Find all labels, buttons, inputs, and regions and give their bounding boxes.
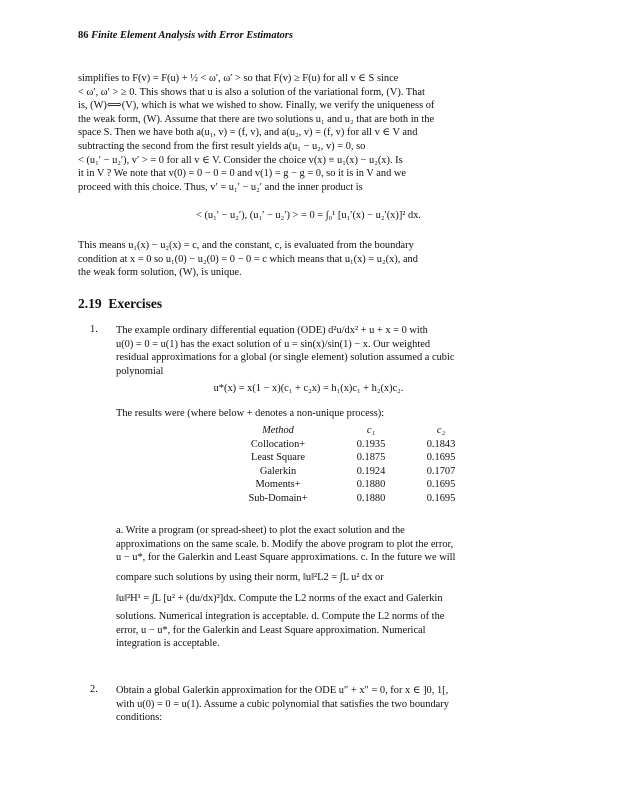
text-line: simplifies to F(v) = F(u) + ½ < ω′, ω′ > so that F(v) ≥ F(u) for all v ∈ S since <box>78 73 399 84</box>
table-cell: Sub-Domain+ <box>248 492 308 504</box>
text-line: ‖u‖²H¹ = ∫L [u² + (du/dx)²]dx. Compute the L2 norms of the exact and Galerkin <box>116 593 443 605</box>
text-line: the weak form, (W). Assume that there are two solutions u₁ and u₂ that are both in the <box>78 113 435 125</box>
table-cell: Galerkin <box>259 465 297 477</box>
text-line: condition at x = 0 so u₁(0) − u₂(0) = 0 − 0 = c which means that u₁(x) = u₂(x), and <box>78 253 418 265</box>
results-intro: The results were (where below + denotes a non-unique process): <box>116 408 385 419</box>
exercise-1-text <box>116 324 539 378</box>
text-line: < ω′, ω′ > ≥ 0. This shows that u is also a solution of the variational form, (V). That <box>78 86 425 98</box>
table-cell: 0.1880 <box>356 492 386 504</box>
inner-product-equation: < (u₁′ − u₂′), (u₁′ − u₂′) > = 0 = ∫₀¹ [u₁′(x) − u₂′(x)]² dx. <box>195 210 421 221</box>
table-row <box>220 465 476 479</box>
text-line: approximations on the same scale. b. Modify the above program to plot the error, <box>116 538 454 550</box>
uniqueness-paragraph <box>78 239 539 280</box>
table-cell: 0.1695 <box>426 492 456 504</box>
text-line: polynomial <box>116 365 164 377</box>
running-header <box>78 30 293 41</box>
exercise-1-tasks <box>116 524 539 651</box>
table-cell: Moments+ <box>255 479 301 491</box>
top-paragraph <box>78 72 539 194</box>
text-line: space S. Then we have both a(u₁, v) = (f, v), and a(u₂, v) = (f, v) for all v ∈ V and <box>78 127 418 139</box>
text-line: a. Write a program (or spread-sheet) to plot the exact solution and the <box>116 525 405 536</box>
exercise-number: 1. <box>90 324 98 335</box>
exercise-2-text <box>116 684 539 725</box>
text-line: subtracting the second from the first result yields a(u₁ − u₂, v) = 0, so <box>78 140 366 152</box>
table-cell: 0.1843 <box>426 438 456 450</box>
text-line: residual approximations for a global (or single element) solution assumed a cubic <box>116 352 455 364</box>
table-row <box>220 438 476 452</box>
text-line: is, (W)⟺(V), which is what we wished to show. Finally, we verify the uniqueness of <box>78 100 435 112</box>
text-line: proceed with this choice. Thus, v′ = u₁′ − u₂′ and the inner product is <box>78 181 363 193</box>
text-line: with u(0) = 0 = u(1). Assume a cubic polynomial that satisfies the two boundary <box>116 698 449 710</box>
section-title: Exercises <box>108 296 163 311</box>
table-cell: Least Square <box>251 452 305 464</box>
table-cell: 0.1924 <box>356 465 386 477</box>
text-line: u − u*, for the Galerkin and Least Square approximations. c. In the future we will <box>116 552 456 564</box>
table-cell: 0.1707 <box>426 465 456 477</box>
table-cell: Collocation+ <box>250 438 306 450</box>
running-title: Finite Element Analysis with Error Estimators <box>91 30 293 41</box>
table-row <box>220 451 476 465</box>
page-number: 86 <box>78 30 89 41</box>
table-cell: 0.1935 <box>356 438 386 450</box>
text-line: < (u₁′ − u₂′), v′ > = 0 for all v ∈ V. Consider the choice v(x) ≡ u₁(x) − u₂(x). Is <box>78 154 403 166</box>
table-cell: 0.1880 <box>356 479 386 491</box>
text-line: error, u − u*, for the Galerkin and Least Square approximation. Numerical <box>116 624 426 636</box>
text-line: Obtain a global Galerkin approximation for the ODE u″ + x″ = 0, for x ∈ ]0, 1[, <box>116 685 449 696</box>
exercise-number: 2. <box>90 684 98 695</box>
table-row <box>220 492 476 506</box>
table-cell: 0.1695 <box>426 479 456 491</box>
text-line: solutions. Numerical integration is acceptable. d. Compute the L2 norms of the <box>116 610 445 622</box>
table-header-row <box>220 424 476 438</box>
text-line: u(0) = 0 = u(1) has the exact solution of u = sin(x)/sin(1) − x. Our weighted <box>116 338 431 350</box>
table-cell: 0.1875 <box>356 452 386 464</box>
text-line: The example ordinary differential equation (ODE) d²u/dx² + u + x = 0 with <box>116 325 428 336</box>
table-cell: 0.1695 <box>426 452 456 464</box>
table-header: c₁ <box>366 425 376 436</box>
text-line: the weak form solution, (W), is unique. <box>78 267 242 279</box>
text-line: This means u₁(x) − u₂(x) = c, and the constant, c, is evaluated from the boundary <box>78 240 414 251</box>
table-header: Method <box>262 425 294 436</box>
text-line: conditions: <box>116 712 163 724</box>
section-heading <box>78 296 162 312</box>
results-table <box>220 424 476 506</box>
table-row <box>220 478 476 492</box>
table-header: c₂ <box>436 425 446 436</box>
text-line: compare such solutions by using their norm, ‖u‖²L2 = ∫L u² dx or <box>116 571 384 583</box>
section-number: 2.19 <box>78 296 102 311</box>
text-line: integration is acceptable. <box>116 638 220 650</box>
text-line: it in V ? We note that v(0) = 0 − 0 = 0 and v(1) = g − g = 0, so it is in V and we <box>78 168 407 180</box>
cubic-polynomial-equation: u*(x) = x(1 − x)(c₁ + c₂x) = h₁(x)c₁ + h₂(x)c₂. <box>213 383 404 394</box>
